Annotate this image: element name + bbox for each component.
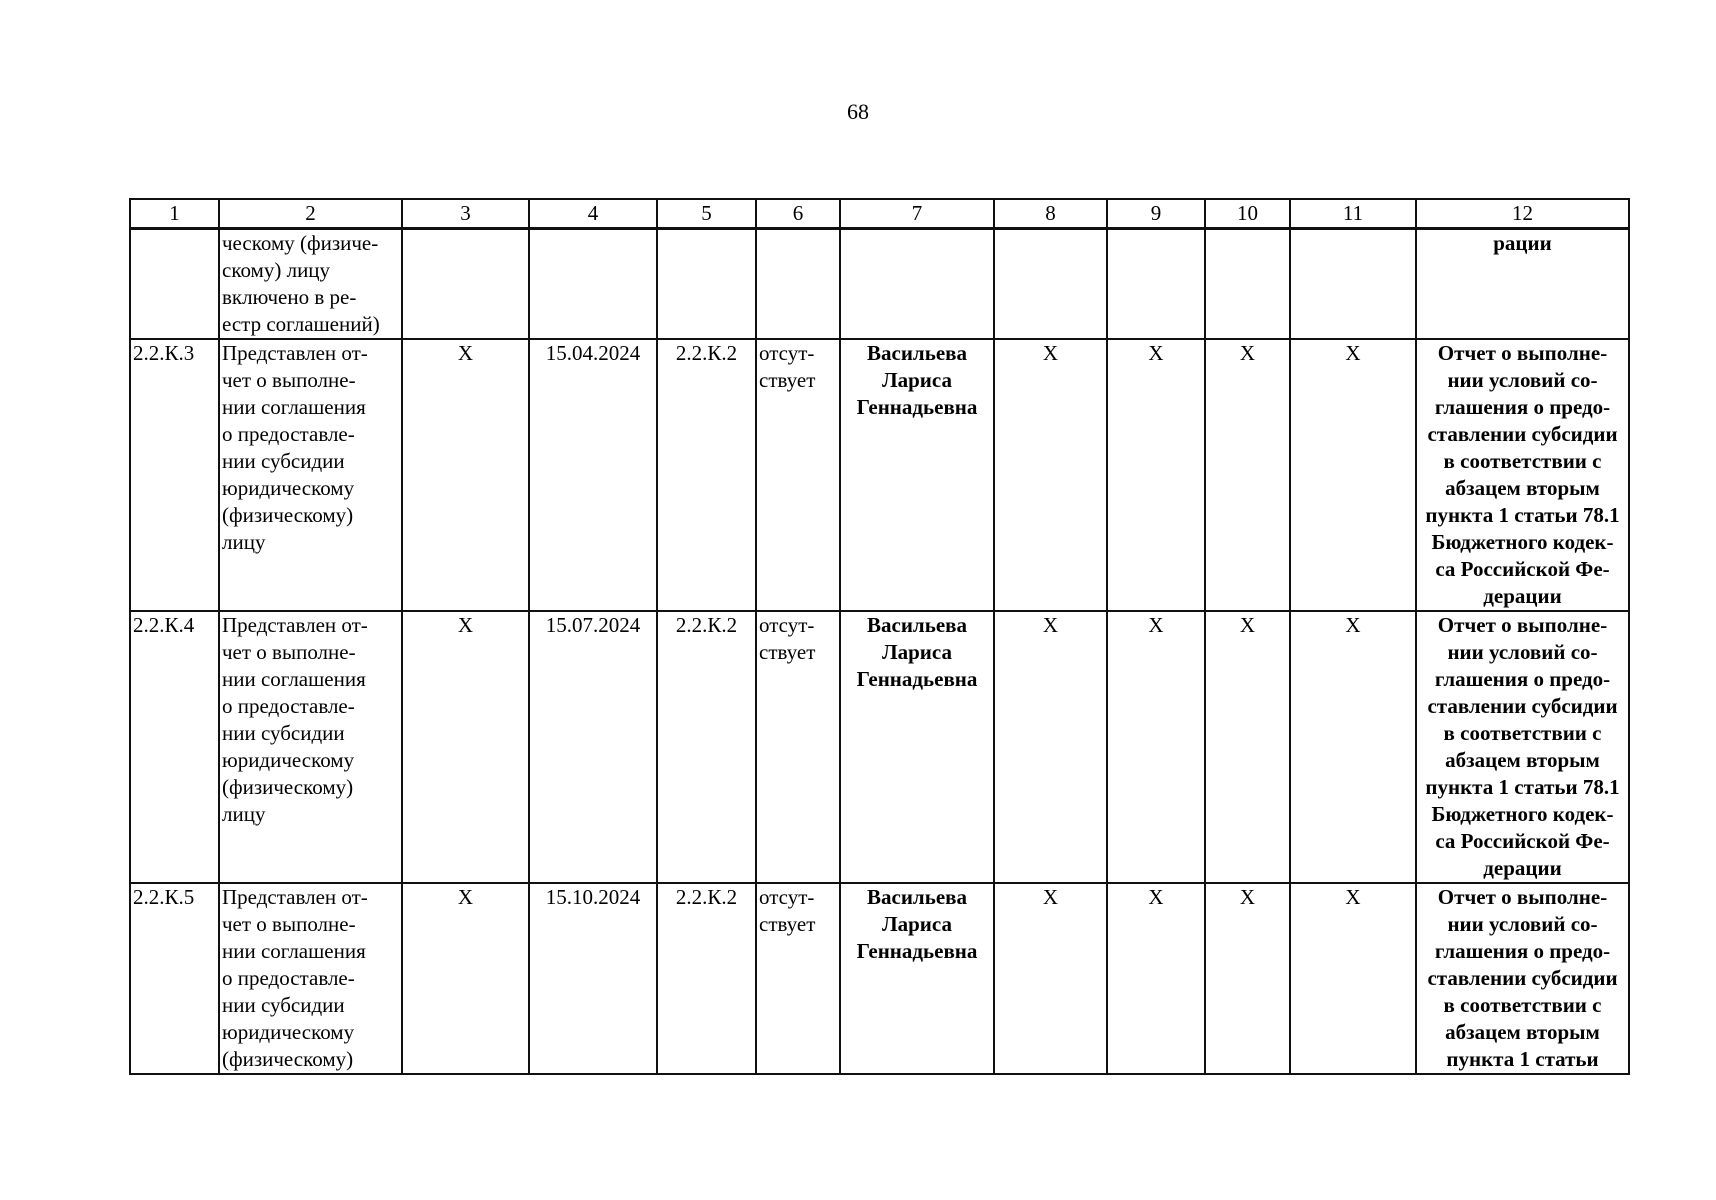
mark-cell: X — [1205, 339, 1290, 611]
mark-cell: X — [994, 339, 1107, 611]
predecessor-cell: 2.2.К.2 — [657, 339, 756, 611]
responsible-cell: Васильева Лариса Геннадьевна — [840, 883, 994, 1074]
table-row — [130, 339, 1629, 611]
responsible-cell: Васильева Лариса Геннадьевна — [840, 611, 994, 883]
mark-cell: X — [994, 611, 1107, 883]
document-cell: Отчет о выполне- нии условий со- глашения о предо- ставлении субсидии в соответствии с абзацем вторым пункта 1 статьи — [1416, 883, 1629, 1074]
column-header: 7 — [840, 199, 994, 229]
table-row — [130, 883, 1629, 1074]
date-cell: 15.07.2024 — [529, 611, 657, 883]
description-cell: Представлен от- чет о выполне- нии соглашения о предоставле- нии субсидии юридическому (физическому) — [219, 883, 402, 1074]
mark-cell: X — [1290, 883, 1416, 1074]
table-cell — [840, 229, 994, 340]
column-header: 12 — [1416, 199, 1629, 229]
code-cell: 2.2.К.3 — [130, 339, 219, 611]
column-header: 2 — [219, 199, 402, 229]
page-number: 68 — [847, 99, 869, 124]
table-cell — [657, 229, 756, 340]
table-header-row — [130, 199, 1629, 229]
document-cell: Отчет о выполне- нии условий со- глашения о предо- ставлении субсидии в соответствии с абзацем вторым пункта 1 статьи 78.1 Бюджетного кодек- са Российской Фе- дерации — [1416, 611, 1629, 883]
table-cell — [756, 229, 840, 340]
mark-cell: X — [402, 339, 529, 611]
table-cell — [529, 229, 657, 340]
continuation-row — [130, 229, 1629, 340]
mark-cell: X — [994, 883, 1107, 1074]
code-cell: 2.2.К.4 — [130, 611, 219, 883]
date-cell: 15.04.2024 — [529, 339, 657, 611]
mark-cell: X — [1205, 611, 1290, 883]
table-row — [130, 611, 1629, 883]
mark-cell: X — [1290, 339, 1416, 611]
description-cell: Представлен от- чет о выполне- нии соглашения о предоставле- нии субсидии юридическому (физическому) лицу — [219, 339, 402, 611]
column-header: 1 — [130, 199, 219, 229]
document-cell: Отчет о выполне- нии условий со- глашения о предо- ставлении субсидии в соответствии с абзацем вторым пункта 1 статьи 78.1 Бюджетного кодек- са Российской Фе- дерации — [1416, 339, 1629, 611]
column-header: 9 — [1107, 199, 1205, 229]
mark-cell: X — [1107, 883, 1205, 1074]
table-cell — [1290, 229, 1416, 340]
responsible-cell: Васильева Лариса Геннадьевна — [840, 339, 994, 611]
table-cell — [994, 229, 1107, 340]
column-header: 8 — [994, 199, 1107, 229]
column-header: 4 — [529, 199, 657, 229]
type-cell: отсут- ствует — [756, 339, 840, 611]
column-header: 10 — [1205, 199, 1290, 229]
table-cell — [1205, 229, 1290, 340]
control-points-table — [129, 198, 1630, 1075]
type-cell: отсут- ствует — [756, 883, 840, 1074]
predecessor-cell: 2.2.К.2 — [657, 883, 756, 1074]
code-cell: 2.2.К.5 — [130, 883, 219, 1074]
date-cell: 15.10.2024 — [529, 883, 657, 1074]
type-cell: отсут- ствует — [756, 611, 840, 883]
document-cell: рации — [1416, 229, 1629, 340]
mark-cell: X — [1290, 611, 1416, 883]
column-header: 6 — [756, 199, 840, 229]
column-header: 3 — [402, 199, 529, 229]
mark-cell: X — [402, 883, 529, 1074]
mark-cell: X — [1107, 611, 1205, 883]
description-cell: ческому (физиче- скому) лицу включено в ре- естр соглашений) — [219, 229, 402, 340]
mark-cell: X — [1107, 339, 1205, 611]
table-cell — [402, 229, 529, 340]
predecessor-cell: 2.2.К.2 — [657, 611, 756, 883]
table-cell — [130, 229, 219, 340]
column-header: 11 — [1290, 199, 1416, 229]
column-header: 5 — [657, 199, 756, 229]
mark-cell: X — [1205, 883, 1290, 1074]
table-cell — [1107, 229, 1205, 340]
description-cell: Представлен от- чет о выполне- нии соглашения о предоставле- нии субсидии юридическому (физическому) лицу — [219, 611, 402, 883]
mark-cell: X — [402, 611, 529, 883]
